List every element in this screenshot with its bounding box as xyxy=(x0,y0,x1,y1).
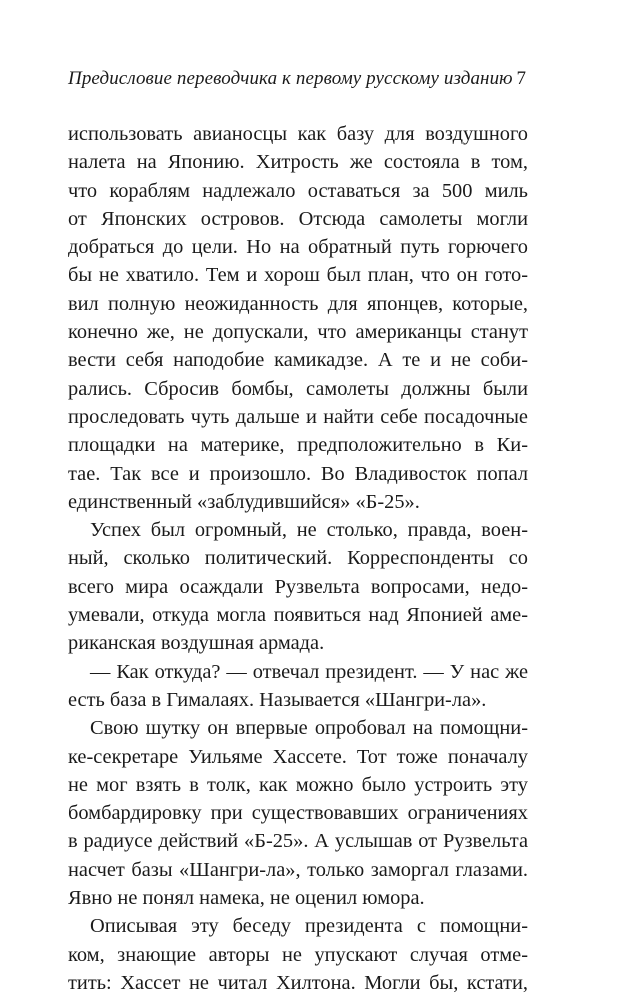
text-line: в радиусе действий «Б-25». А услышав от Рузвельта xyxy=(68,830,528,853)
text-line: Свою шутку он впервые опробовал на помощни- xyxy=(90,717,528,740)
text-line: не мог взять в толк, как можно было устроить эту xyxy=(68,773,528,796)
paragraph xyxy=(68,658,528,715)
text-line: единственный «заблудившийся» «Б-25». xyxy=(68,490,420,513)
text-line: есть база в Гималаях. Называется «Шангри-ла». xyxy=(68,688,487,711)
paragraph xyxy=(68,912,528,997)
text-line: использовать авианосцы как базу для воздушного xyxy=(68,123,528,145)
text-line: вил полную неожиданность для японцев, которые, xyxy=(68,292,528,315)
running-head-title: Предисловие переводчика к первому русскому изданию xyxy=(68,68,513,89)
text-line: налета на Японию. Хитрость же состояла в том, xyxy=(68,151,528,174)
text-line: ком, знающие авторы не упускают случая отме- xyxy=(68,943,528,966)
text-line: Описывая эту беседу президента с помощни- xyxy=(90,915,528,938)
running-head xyxy=(68,66,528,92)
text-line: рались. Сбросив бомбы, самолеты должны были xyxy=(68,377,528,400)
text-line: ке-секретаре Уильяме Хассете. Тот тоже поначалу xyxy=(68,745,528,768)
text-line: добраться до цели. Но на обратный путь горючего xyxy=(68,236,528,259)
text-line: насчет базы «Шангри-ла», только заморгал глазами. xyxy=(68,858,528,881)
text-line: бы не хватило. Тем и хорош был план, что он гото- xyxy=(68,264,528,287)
text-line: Явно не понял намека, не оценил юмора. xyxy=(68,887,425,910)
text-line: вести себя наподобие камикадзе. А те и не соби- xyxy=(68,349,528,372)
paragraph xyxy=(68,714,528,912)
paragraph xyxy=(68,516,528,657)
page-number: 7 xyxy=(516,68,526,89)
paragraph xyxy=(68,120,528,516)
text-line: бомбардировку при существовавших ограничениях xyxy=(68,802,528,825)
text-line: Успех был огромный, не столько, правда, воен- xyxy=(90,519,528,542)
text-line: конечно же, не допускали, что американцы станут xyxy=(68,321,528,344)
text-line: что кораблям надлежало оставаться за 500 миль xyxy=(68,179,528,202)
book-page xyxy=(68,66,528,997)
text-line: от Японских островов. Отсюда самолеты могли xyxy=(68,207,528,230)
text-line: площадки на материке, предположительно в Ки- xyxy=(68,434,528,457)
text-line: тае. Так все и произошло. Во Владивосток попал xyxy=(68,462,528,485)
text-line: проследовать чуть дальше и найти себе посадочные xyxy=(68,405,528,428)
text-line: тить: Хассет не читал Хилтона. Могли бы, кстати, xyxy=(68,971,528,994)
body-text xyxy=(68,120,528,997)
text-line: риканская воздушная армада. xyxy=(68,632,325,655)
text-line: ный, сколько политический. Корреспонденты со xyxy=(68,547,528,570)
text-line: всего мира осаждали Рузвельта вопросами, недо- xyxy=(68,575,528,598)
text-line: — Как откуда? — отвечал президент. — У нас же xyxy=(90,660,528,683)
text-line: умевали, откуда могла появиться над Японией аме- xyxy=(68,604,528,627)
